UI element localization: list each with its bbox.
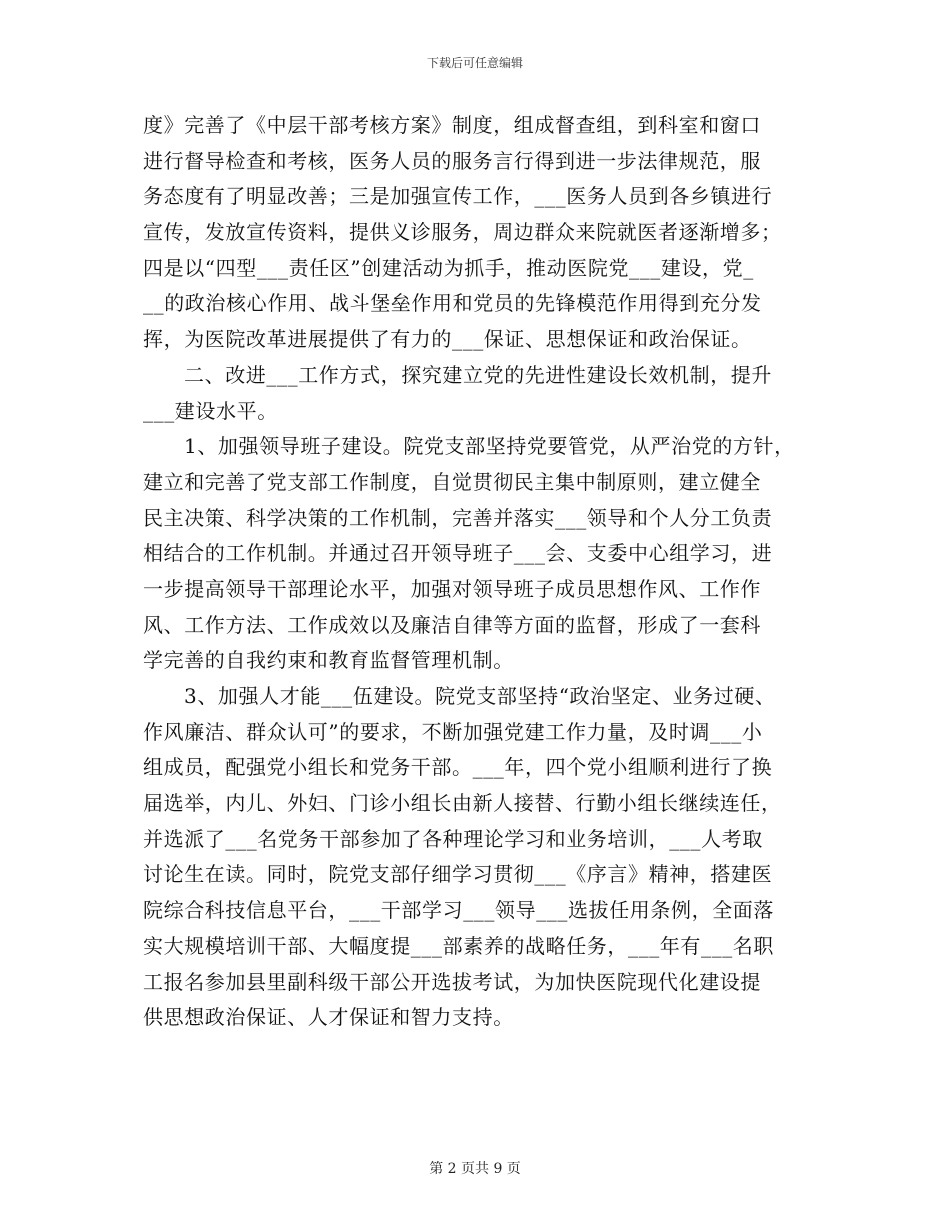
text-line: 1、加强领导班子建设。院党支部坚持党要管党，从严治党的方针，	[184, 434, 795, 459]
page-header: 下载后可任意编辑	[426, 56, 523, 70]
text-line: 四是以“四型___责任区”创建活动为抓手，推动医院党___建设，党_	[143, 255, 754, 280]
text-line: 一步提高领导干部理论水平，加强对领导班子成员思想作风、工作作	[143, 576, 761, 601]
text-line: 届选举，内儿、外妇、门诊小组长由新人接替、行勤小组长继续连任，	[143, 791, 782, 816]
text-line: 学完善的自我约束和教育监督管理机制。	[143, 648, 514, 673]
text-line: 实大规模培训干部、大幅度提___部素养的战略任务，___年有___名职	[143, 933, 774, 958]
text-line: 二、改进___工作方式，探究建立党的先进性建设长效机制，提升	[184, 362, 772, 387]
text-line: __的政治核心作用、战斗堡垒作用和党员的先锋模范作用得到充分发	[143, 291, 762, 316]
text-line: 讨论生在读。同时，院党支部仔细学习贯彻___《序言》精神，搭建医	[143, 862, 773, 887]
text-line: 挥，为医院改革进展提供了有力的___保证、思想保证和政治保证。	[143, 327, 752, 352]
text-line: 组成员，配强党小组长和党务干部。___年，四个党小组顺利进行了换	[143, 755, 773, 780]
text-line: 作风廉洁、群众认可”的要求，不断加强党建工作力量，及时调___小	[143, 719, 763, 744]
text-line: 度》完善了《中层干部考核方案》制度，组成督查组，到科室和窗口	[143, 113, 761, 137]
paragraph	[143, 108, 813, 358]
paragraph	[143, 679, 813, 1036]
text-line: 建立和完善了党支部工作制度，自觉贯彻民主集中制原则，建立健全	[143, 469, 761, 494]
text-line: 风、工作方法、工作成效以及廉洁自律等方面的监督，形成了一套科	[143, 612, 761, 637]
text-line: 院综合科技信息平台，___干部学习___领导___选拔任用条例，全面落	[143, 898, 774, 923]
text-line: 务态度有了明显改善；三是加强宣传工作，___医务人员到各乡镇进行	[143, 184, 773, 209]
text-line: 相结合的工作机制。并通过召开领导班子___会、支委中心组学习，进	[143, 541, 773, 566]
text-line: 供思想政治保证、人才保证和智力支持。	[143, 1005, 514, 1030]
text-line: 民主决策、科学决策的工作机制，完善并落实___领导和个人分工负责	[143, 505, 773, 530]
paragraph	[143, 358, 813, 429]
text-line: 并选派了___名党务干部参加了各种理论学习和业务培训，___人考取	[143, 826, 763, 851]
page-number: 第 2 页共 9 页	[429, 1161, 521, 1177]
text-line: ___建设水平。	[143, 398, 278, 423]
text-line: 工报名参加县里副科级干部公开选拔考试，为加快医院现代化建设提	[143, 969, 761, 994]
text-line: 宣传，发放宣传资料，提供义诊服务，周边群众来院就医者逐渐增多；	[143, 220, 782, 245]
text-line: 进行督导检查和考核，医务人员的服务言行得到进一步法律规范，服	[143, 148, 761, 173]
paragraph	[143, 429, 813, 679]
document-body	[143, 108, 813, 1036]
text-line: 3、加强人才能___伍建设。院党支部坚持“政治坚定、业务过硬、	[184, 684, 776, 708]
